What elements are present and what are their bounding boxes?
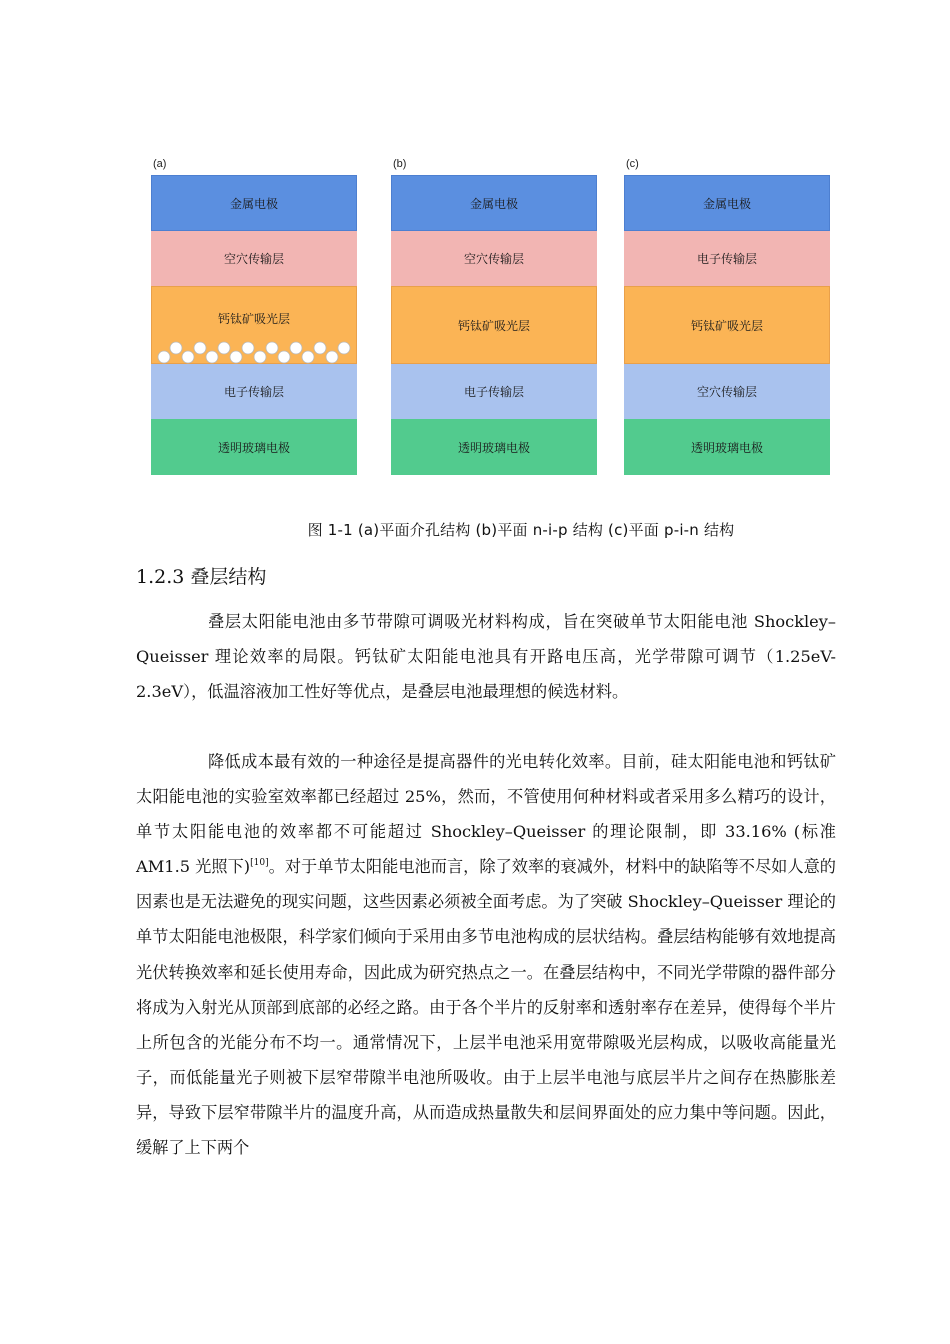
panel-b-layer-glass-electrode: 透明玻璃电极 bbox=[391, 419, 597, 475]
paragraph-2-text-a: 降低成本最有效的一种途径是提高器件的光电转化效率。目前，硅太阳能电池和钙钛矿太阳能电池的实验室效率都已经超过 25%，然而，不管使用何种材料或者采用多么精巧的设计，单节太阳能电池的效率都不可能超过 Shockley–Queisser 的理论限制，即 33.16% (标准 AM1.5 光照下) bbox=[136, 752, 836, 877]
figure-caption: 图 1-1 (a)平面介孔结构 (b)平面 n-i-p 结构 (c)平面 p-i-n 结构 bbox=[307, 521, 735, 539]
panel-c-layer-glass-electrode: 透明玻璃电极 bbox=[624, 419, 830, 475]
panel-b-layer-perovskite: 钙钛矿吸光层 bbox=[391, 286, 597, 364]
panel-a-layer-electron-transport: 电子传输层 bbox=[151, 364, 357, 419]
panel-a-layer-hole-transport: 空穴传输层 bbox=[151, 231, 357, 286]
panel-a-layer-metal-electrode: 金属电极 bbox=[151, 175, 357, 231]
panel-a-layer-glass-electrode: 透明玻璃电极 bbox=[151, 419, 357, 475]
panel-a-layer-perovskite-label: 钙钛矿吸光层 bbox=[217, 311, 290, 326]
section-heading: 1.2.3 叠层结构 bbox=[136, 566, 267, 588]
panel-b-label: (b) bbox=[393, 158, 407, 170]
panel-c-layer-metal-electrode: 金属电极 bbox=[624, 175, 830, 231]
paragraph-1: 叠层太阳能电池由多节带隙可调吸光材料构成，旨在突破单节太阳能电池 Shockley–Queisser 理论效率的局限。钙钛矿太阳能电池具有开路电压高，光学带隙可调节（1.25eV-2.3eV），低温溶液加工性好等优点，是叠层电池最理想的候选材料。 bbox=[136, 612, 836, 702]
panel-a-label: (a) bbox=[153, 158, 167, 170]
paragraph-2 bbox=[136, 744, 836, 1165]
panel-c-layer-hole-transport: 空穴传输层 bbox=[624, 364, 830, 419]
panel-b-layer-electron-transport: 电子传输层 bbox=[391, 364, 597, 419]
panel-a bbox=[151, 158, 357, 475]
panel-c bbox=[624, 158, 830, 475]
citation-ref[interactable]: [10] bbox=[250, 858, 269, 869]
panel-b-layer-metal-electrode: 金属电极 bbox=[391, 175, 597, 231]
panel-b-layer-hole-transport: 空穴传输层 bbox=[391, 231, 597, 286]
panel-b bbox=[391, 158, 597, 475]
panel-c-layer-perovskite: 钙钛矿吸光层 bbox=[624, 286, 830, 364]
mesoporous-spheres bbox=[156, 339, 356, 365]
panel-c-layer-electron-transport: 电子传输层 bbox=[624, 231, 830, 286]
paragraph-2-text-b: 。对于单节太阳能电池而言，除了效率的衰减外，材料中的缺陷等不尽如人意的因素也是无法避免的现实问题，这些因素必须被全面考虑。为了突破 Shockley–Queisser 理论的单节太阳能电池极限，科学家们倾向于采用由多节电池构成的层状结构。叠层结构能够有效地提高光伏转换效率和延长使用寿命，因此成为研究热点之一。在叠层结构中，不同光学带隙的器件部分将成为入射光从顶部到底部的必经之路。由于各个半片的反射率和透射率存在差异，使得每个半片上所包含的光能分布不均一。通常情况下，上层半电池采用宽带隙吸光层构成，以吸收高能量光子，而低能量光子则被下层窄带隙半电池所吸收。由于上层半电池与底层半片之间存在热膨胀差异，导致下层窄带隙半片的温度升高，从而造成热量散失和层间界面处的应力集中等问题。因此，缓解了上下两个 bbox=[136, 857, 836, 1158]
panel-c-label: (c) bbox=[626, 158, 639, 170]
panel-a-layer-perovskite bbox=[151, 286, 357, 364]
